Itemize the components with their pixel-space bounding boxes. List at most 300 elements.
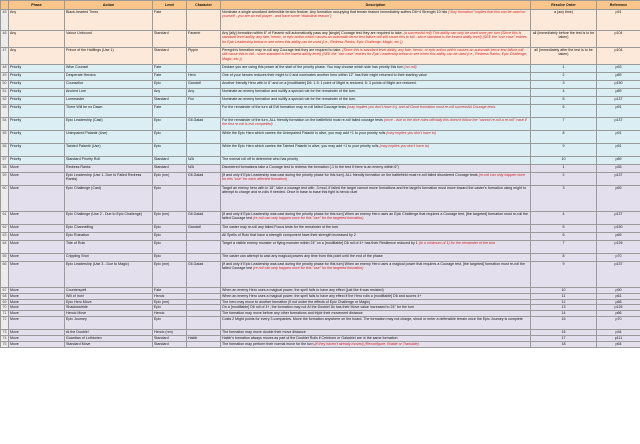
row-number[interactable]: 58 [1, 165, 9, 173]
cell-resolve-order[interactable]: 6 [531, 233, 597, 241]
cell-resolve-order[interactable]: 2 [531, 173, 597, 186]
cell-description[interactable] [221, 262, 531, 288]
cell-action[interactable]: Wise Counsel [65, 65, 153, 73]
cell-phase[interactable]: Move [9, 225, 65, 233]
table-row [1, 73, 640, 81]
description-note: (to a minimum of 1) for the remainder of the turn [418, 241, 496, 245]
description-note: (no roll) [404, 65, 417, 69]
cell-phase[interactable]: Move [9, 341, 65, 347]
table-body [1, 10, 640, 348]
cell-action[interactable]: Loremaster [65, 97, 153, 105]
cell-level[interactable]: Epic [153, 254, 187, 262]
row-number[interactable]: 49 [1, 73, 9, 81]
description-note: (a successful roll) This ability can only be used once per turn (Since this is standard level ability, any fate, heroic, or epic action which causes an automatic terror test failure will still cause this to fail - since standard is the lowest ability level) (SEE the "use case" entries for Epic Leadership below to see when this ability can be used (i.e., Redress Ranks, Epic Challenge, Magic, etc.)) [222, 31, 527, 44]
cell-reference[interactable]: p150 [597, 81, 640, 89]
cell-reference[interactable]: p35 [597, 165, 640, 173]
cell-reference[interactable]: p126 [597, 305, 640, 311]
cell-description[interactable] [221, 173, 531, 186]
table-row [1, 157, 640, 165]
description-text: The normal roll off to determine who has priority [222, 157, 299, 161]
cell-character[interactable]: Gil-Galad [187, 212, 221, 225]
description-note: (re-roll can only happen once for this "use" for the targeted formation) [253, 266, 364, 271]
header-row [1, 1, 640, 10]
description-note: (re-roll can only happen once for this "use" for each affected formation) [222, 173, 526, 182]
cell-phase[interactable]: Priority [9, 157, 65, 165]
row-number-header[interactable] [1, 1, 9, 10]
description-text: While the Epic Hero which carries the Unimpaired Palantir is alive, you may add +1 to your priority rolls [222, 131, 386, 135]
cell-level[interactable]: Standard [153, 97, 187, 105]
description-text: For the remainder of the turn, ALL friendly formation on the battlefield must re-roll failed courage tests [222, 118, 383, 122]
header-reference[interactable]: Reference [597, 1, 640, 10]
cell-phase[interactable]: Move [9, 241, 65, 254]
description-text: The formation may move double their move distance [222, 329, 306, 334]
cell-action[interactable]: Epic Ruination [65, 233, 153, 241]
cell-character[interactable] [187, 341, 221, 347]
cell-level[interactable]: Epic [153, 131, 187, 144]
cell-phase[interactable]: Priority [9, 131, 65, 144]
row-number[interactable]: 64 [1, 241, 9, 254]
table-row [1, 131, 640, 144]
description-text: When an enemy Hero uses a magical power, the spell fails to have any effect if the Hero rolls a [modifiable] D6 and scores 4+ [222, 293, 422, 298]
cell-description[interactable] [221, 233, 531, 241]
description-text: Another friendly Hero with in 6" and on a [modifiable] D6: 1-5: 1 point of Might is restored. 6: 3 points of Might are restored. [222, 81, 417, 85]
cell-resolve-order[interactable]: 8 [531, 254, 597, 262]
cell-action[interactable]: At the Double! [65, 329, 153, 335]
row-number[interactable]: 59 [1, 173, 9, 186]
cell-character[interactable]: Gil-Galad [187, 173, 221, 186]
description-note: (may implies you don't have to), and all Good formation must re-roll successful Courage tests. [347, 105, 497, 109]
cell-action[interactable]: Prince of the Halflings (Use 1) [65, 48, 153, 65]
cell-character[interactable]: Gandalf [187, 225, 221, 233]
cell-reference[interactable]: p61 [597, 293, 640, 299]
row-number[interactable]: 52 [1, 97, 9, 105]
description-note: ("Any formation" implies that this can be used on yourself - you are an evil player - and have some "diabolical reason") [222, 10, 526, 19]
table-row [1, 316, 640, 329]
cell-resolve-order[interactable]: 1 [531, 165, 597, 173]
cell-level[interactable]: Epic [153, 305, 187, 311]
cell-resolve-order[interactable]: 14 [531, 311, 597, 317]
cell-level[interactable]: Epic [153, 241, 187, 254]
cell-description[interactable] [221, 212, 531, 225]
cell-level[interactable]: Epic [153, 81, 187, 89]
header-level[interactable]: Level [153, 1, 187, 10]
cell-level[interactable]: Epic (nm) [153, 299, 187, 305]
cell-action[interactable]: Epic Channelling [65, 225, 153, 233]
cell-level[interactable]: Epic (nm) [153, 212, 187, 225]
cell-character[interactable]: Hero [187, 73, 221, 81]
cell-description[interactable] [221, 225, 531, 233]
description-text: Disordered formations take a Courage test to redress the formation (-1 to the test if there is an enemy within 6") [222, 165, 399, 169]
cell-character[interactable]: Pippin [187, 48, 221, 65]
row-number[interactable]: 55 [1, 131, 9, 144]
description-text: While the Epic Hero which carries the Tainted Palantir is alive, you may add +1 to your priority rolls [222, 144, 379, 148]
cell-action[interactable]: Desperate Heroics [65, 73, 153, 81]
cell-description[interactable] [221, 97, 531, 105]
cell-action[interactable]: Black-hearted Trees [65, 10, 153, 31]
row-number[interactable]: 75 [2, 341, 7, 346]
cell-character[interactable]: N/A [187, 165, 221, 173]
description-text: Target a visible enemy monster or flying monster within 24" on a [modifiable] D6 roll of 4+ has their Resilience reduced by 1 [222, 241, 418, 245]
row-number[interactable]: 50 [1, 81, 9, 89]
header-description[interactable]: Description [221, 1, 531, 10]
cell-resolve-order[interactable]: 16 [531, 329, 597, 335]
cell-reference[interactable]: p91 [597, 144, 640, 157]
description-note: (once - due to the dice rules officially this doesn't follow the "cannot re-roll a re-roll" case if the first re-roll is evil compelled) [222, 118, 527, 127]
cell-phase[interactable]: Any [9, 48, 65, 65]
cell-description[interactable] [221, 157, 531, 165]
cell-reference[interactable]: p89 [597, 73, 640, 81]
cell-resolve-order[interactable]: all (immediately after the test is to be taken) [531, 48, 597, 65]
table-row [1, 212, 640, 225]
description-text: [If and only if Epic Leadership was cast during the priority phase for this turn]. ALL friendly formation on the battlefield must re-roll failed disordered Courage tests [222, 173, 478, 177]
cell-character[interactable]: Gil-Galad [187, 262, 221, 288]
cell-description[interactable] [221, 118, 531, 131]
row-number[interactable]: 72 [1, 316, 9, 329]
cell-phase[interactable]: Priority [9, 118, 65, 131]
cell-reference[interactable]: p137 [597, 173, 640, 186]
cell-action[interactable]: Tainted Palantir (Use) [65, 144, 153, 157]
cell-reference[interactable]: p137 [597, 212, 640, 225]
cell-level[interactable]: Any [153, 89, 187, 97]
cell-reference[interactable]: p91 [597, 131, 640, 144]
row-number[interactable]: 61 [1, 212, 9, 225]
row-number[interactable]: 67 [2, 288, 7, 292]
cell-reference[interactable]: p137 [597, 118, 640, 131]
cell-description[interactable] [221, 105, 531, 118]
table-row [1, 144, 640, 157]
cell-phase[interactable]: Priority [9, 65, 65, 73]
cell-action[interactable]: Standard Move [65, 341, 153, 347]
cell-level[interactable]: Epic (nm) [153, 173, 187, 186]
cell-level[interactable]: Heroic [153, 293, 187, 299]
cell-reference[interactable]: p104 [597, 31, 640, 48]
cell-character[interactable]: N/A [187, 157, 221, 165]
cell-description[interactable] [221, 316, 531, 329]
row-number[interactable]: 62 [1, 225, 9, 233]
table-row [1, 97, 640, 105]
row-number[interactable]: 70 [2, 305, 7, 310]
description-text: When an enemy Hero uses a magical power, the spell fails to have any effect (just like it was resisted) [222, 288, 384, 292]
cell-level[interactable]: Epic [153, 233, 187, 241]
row-number[interactable]: 57 [1, 157, 9, 165]
cell-action[interactable]: Will of Iron! [65, 293, 153, 299]
header-phase[interactable]: Phase [9, 1, 65, 10]
cell-reference[interactable]: p150 [597, 225, 640, 233]
cell-resolve-order[interactable]: 12 [531, 299, 597, 305]
cell-reference[interactable]: p34 [597, 329, 640, 335]
description-text: Declare you are using this power at the start of the priority phase. You may choose which side has priority this turn [222, 65, 404, 69]
cell-description[interactable] [221, 254, 531, 262]
cell-resolve-order[interactable]: 9 [531, 144, 597, 157]
cell-phase[interactable]: Move [9, 254, 65, 262]
cell-description[interactable] [221, 131, 531, 144]
cell-phase[interactable]: Move [9, 305, 65, 311]
description-text: Nominate an enemy formation and nullify a special rule for the remainder of the turn. [222, 97, 357, 101]
cell-description[interactable] [221, 65, 531, 73]
cell-resolve-order[interactable]: 10 [531, 157, 597, 165]
cell-level[interactable]: Standard [153, 31, 187, 48]
description-text: The formation may perform their normal move for the turn [222, 341, 314, 346]
table-row [1, 165, 640, 173]
table-row [1, 48, 640, 65]
cell-phase[interactable]: Move [9, 293, 65, 299]
cell-description[interactable] [221, 89, 531, 97]
cell-action[interactable]: Redress Ranks [65, 165, 153, 173]
cell-phase[interactable]: Priority [9, 89, 65, 97]
cell-level[interactable]: Heroic [153, 311, 187, 317]
cell-reference[interactable]: p126 [597, 241, 640, 254]
cell-level[interactable]: Standard [153, 157, 187, 165]
cell-level[interactable]: Fate [153, 105, 187, 118]
cell-description[interactable] [221, 241, 531, 254]
cell-character[interactable]: Any [187, 89, 221, 97]
cell-resolve-order[interactable]: 11 [531, 293, 597, 299]
cell-level[interactable]: Fate [153, 10, 187, 31]
cell-character[interactable]: Faramir [187, 31, 221, 48]
cell-action[interactable]: Crippling Shot [65, 254, 153, 262]
cell-description[interactable] [221, 341, 531, 347]
cell-level[interactable]: Standard [153, 165, 187, 173]
cell-level[interactable]: Standard [153, 341, 187, 347]
cell-reference[interactable]: p90 [597, 288, 640, 294]
table-row [1, 341, 640, 347]
cell-action[interactable]: Ancient Lore [65, 89, 153, 97]
table-row [1, 186, 640, 212]
cell-character[interactable] [187, 316, 221, 329]
description-text: Target an enemy hero with in 18", take a courage test with -3 mod, if failed the target cannot move formations and the target's formation must move toward the caster's formation using might to attempt to charge and re-rolls if needed. Once in base to base this fight is heroic duel [222, 186, 527, 195]
cell-resolve-order[interactable]: 4 [531, 212, 597, 225]
cell-action[interactable]: Standard Priority Roll [65, 157, 153, 165]
table-row [1, 89, 640, 97]
cell-phase[interactable]: Priority [9, 144, 65, 157]
cell-action[interactable]: Heroic Move [65, 311, 153, 317]
cell-description[interactable] [221, 165, 531, 173]
row-number[interactable]: 71 [2, 311, 7, 316]
cell-phase[interactable]: Move [9, 262, 65, 288]
cell-character[interactable] [187, 105, 221, 118]
row-number[interactable]: 65 [1, 254, 9, 262]
description-note: (re-roll can only happen once for this "use" for the targeted formation) [253, 216, 364, 221]
cell-character[interactable] [187, 65, 221, 73]
cell-level[interactable]: Epic [153, 316, 187, 329]
cell-phase[interactable]: Move [9, 173, 65, 186]
cell-level[interactable]: Fate [153, 288, 187, 294]
row-number[interactable]: 63 [1, 233, 9, 241]
cell-level[interactable]: Standard [153, 335, 187, 341]
cell-character[interactable] [187, 254, 221, 262]
cell-reference[interactable]: p137 [597, 262, 640, 288]
cell-level[interactable]: Epic (nm) [153, 262, 187, 288]
cell-level[interactable]: Fate [153, 65, 187, 73]
cell-phase[interactable]: Move [9, 299, 65, 305]
row-number[interactable]: 47 [1, 48, 9, 65]
cell-resolve-order[interactable]: 4 [531, 89, 597, 97]
cell-resolve-order[interactable]: 17 [531, 335, 597, 341]
cell-phase[interactable]: Priority [9, 81, 65, 89]
cell-resolve-order[interactable]: a (any time) [531, 10, 597, 31]
cell-level[interactable]: Epic [153, 144, 187, 157]
cell-resolve-order[interactable]: 1 [531, 65, 597, 73]
cell-phase[interactable]: Priority [9, 105, 65, 118]
cell-character[interactable] [187, 233, 221, 241]
description-note: (may implies you don't have to) [379, 144, 430, 148]
header-character[interactable]: Character [187, 1, 221, 10]
cell-character[interactable]: Gandalf [187, 81, 221, 89]
header-resolve-order[interactable]: Resolve Order [531, 1, 597, 10]
cell-character[interactable] [187, 241, 221, 254]
cell-action[interactable]: Epic Journey [65, 316, 153, 329]
cell-resolve-order[interactable]: 5 [531, 225, 597, 233]
cell-description[interactable] [221, 31, 531, 48]
row-number[interactable]: 51 [1, 89, 9, 97]
cell-level[interactable]: Fate [153, 73, 187, 81]
row-number[interactable]: 66 [1, 262, 9, 288]
cell-character[interactable] [187, 131, 221, 144]
cell-resolve-order[interactable]: 5 [531, 97, 597, 105]
cell-reference[interactable]: p111 [597, 335, 640, 341]
table-row [1, 173, 640, 186]
cell-phase[interactable]: Priority [9, 73, 65, 81]
cell-resolve-order[interactable]: 9 [531, 262, 597, 288]
cell-resolve-order[interactable]: 13 [531, 305, 597, 311]
table-row [1, 233, 640, 241]
cell-action[interactable]: Epic Challenge (Cast) [65, 186, 153, 212]
row-number[interactable]: 45 [1, 10, 9, 31]
table-row [1, 225, 640, 233]
cell-resolve-order[interactable]: 3 [531, 186, 597, 212]
cell-phase[interactable]: Move [9, 316, 65, 329]
header-action[interactable]: Action [65, 1, 153, 10]
cell-resolve-order[interactable]: 8 [531, 131, 597, 144]
row-number[interactable]: 60 [1, 186, 9, 212]
cell-character[interactable]: Gil-Galad [187, 118, 221, 131]
row-number[interactable]: 69 [2, 299, 7, 304]
cell-character[interactable]: Floi [187, 97, 221, 105]
cell-reference[interactable]: p70 [597, 316, 640, 329]
cell-action[interactable]: Counterspell [65, 288, 153, 294]
cell-reference[interactable]: p64 [597, 341, 640, 347]
cell-reference[interactable]: p104 [597, 48, 640, 65]
cell-resolve-order[interactable]: 7 [531, 241, 597, 254]
cell-action[interactable]: Shadowstride [65, 305, 153, 311]
cell-reference[interactable]: p89 [597, 157, 640, 165]
cell-description[interactable] [221, 186, 531, 212]
cell-action[interactable]: Unimpaired Palantir (Use) [65, 131, 153, 144]
cell-character[interactable]: Haldir [187, 335, 221, 341]
description-text: The caster may re-roll any failed Focus tests for the remainder of the turn [222, 225, 339, 229]
cell-action[interactable]: Epic Leadership (Use 3 - Due to Magic) [65, 262, 153, 288]
cell-level[interactable]: Epic [153, 225, 187, 233]
cell-phase[interactable]: Move [9, 165, 65, 173]
description-text: The caster can attempt to cast any magical powers any time from this point until the end of the phase [222, 254, 383, 258]
cell-action[interactable]: Epic Hero Move [65, 299, 153, 305]
description-text: All Spells of Ruin that have a strength component have their strength increased by 2 [222, 233, 356, 237]
cell-phase[interactable]: Move [9, 288, 65, 294]
cell-action[interactable]: There Will be no Dawn [65, 105, 153, 118]
row-number[interactable]: 74 [2, 335, 7, 340]
cell-description[interactable] [221, 81, 531, 89]
description-text: Nominate a single woodland defensible terrain feature. Any formation occupying that terrain feature immediately suffers D6+4 Strength 10 hits [222, 10, 448, 14]
cell-phase[interactable]: Priority [9, 97, 65, 105]
cell-character[interactable] [187, 144, 221, 157]
cell-phase[interactable]: Move [9, 186, 65, 212]
cell-resolve-order[interactable]: 10 [531, 288, 597, 294]
table-row [1, 241, 640, 254]
cell-description[interactable] [221, 144, 531, 157]
cell-reference[interactable]: p69 [597, 186, 640, 212]
cell-resolve-order[interactable]: 18 [531, 341, 597, 347]
cell-action[interactable]: Counsellor [65, 81, 153, 89]
cell-phase[interactable]: Any [9, 10, 65, 31]
table-row [1, 118, 640, 131]
cell-reference[interactable]: p68 [597, 299, 640, 305]
cell-resolve-order[interactable]: all (immediately before the test is to be taken) [531, 31, 597, 48]
cell-phase[interactable]: Move [9, 329, 65, 335]
cell-level[interactable]: Epic [153, 118, 187, 131]
description-text: Peregrin's formation may re-roll any Courage test they are required to take. [222, 48, 342, 52]
cell-description[interactable] [221, 48, 531, 65]
cell-level[interactable]: Heroic (nm) [153, 329, 187, 335]
cell-resolve-order[interactable]: 15 [531, 316, 597, 329]
description-text: On a [modifiable] D6 roll of 4+, the formation may not At the Double! 8x has their Move value increased to 24" for the turn [222, 305, 415, 310]
row-number[interactable]: 46 [1, 31, 9, 48]
cell-action[interactable]: Epic Leadership (Cast) [65, 118, 153, 131]
cell-reference[interactable]: p137 [597, 97, 640, 105]
cell-phase[interactable]: Move [9, 311, 65, 317]
cell-action[interactable]: Valour Unbound [65, 31, 153, 48]
table-row [1, 31, 640, 48]
table-row [1, 81, 640, 89]
cell-action[interactable]: Epic Leadership (Use 1- Due to Failed Redress Ranks) [65, 173, 153, 186]
description-text: [If and only if Epic Leadership was cast during the priority phase for this turn] When an enemy Hero uses a magical power that requires a Courage test, [the targeted] formation must re-roll the failed Courage test [222, 262, 526, 271]
cell-character[interactable] [187, 10, 221, 31]
cell-reference[interactable]: p91 [597, 105, 640, 118]
cell-phase[interactable]: Move [9, 233, 65, 241]
cell-resolve-order[interactable]: 3 [531, 81, 597, 89]
cell-reference[interactable]: p91 [597, 10, 640, 31]
cell-level[interactable]: Standard [153, 48, 187, 65]
cell-resolve-order[interactable]: 7 [531, 118, 597, 131]
cell-resolve-order[interactable]: 6 [531, 105, 597, 118]
row-number[interactable]: 48 [1, 65, 9, 73]
cell-action[interactable]: Guardian of Lothlorien [65, 335, 153, 341]
row-number[interactable]: 56 [1, 144, 9, 157]
row-number[interactable]: 53 [1, 105, 9, 118]
cell-resolve-order[interactable]: 2 [531, 73, 597, 81]
row-number[interactable]: 54 [1, 118, 9, 131]
cell-phase[interactable]: Move [9, 212, 65, 225]
cell-character[interactable] [187, 186, 221, 212]
cell-reference[interactable]: p69 [597, 233, 640, 241]
cell-reference[interactable]: p93 [597, 65, 640, 73]
description-text: Haldir's formation always moves as part of the Doublet Rolls if Celeborn or Galadriel are in the same formation [222, 335, 398, 340]
cell-phase[interactable]: Move [9, 335, 65, 341]
row-number[interactable]: 73 [2, 329, 7, 334]
cell-description[interactable] [221, 10, 531, 31]
cell-action[interactable]: Epic Challenge (Use 2 - Due to Epic Challenge) [65, 212, 153, 225]
cell-level[interactable]: Epic [153, 186, 187, 212]
cell-reference[interactable]: p66 [597, 311, 640, 317]
description-note: (may implies you don't have to) [386, 131, 436, 135]
cell-reference[interactable]: p89 [597, 89, 640, 97]
description-text: Costs 2 Might points for every 3 companies. Move the formation anywhere on the board. The formation may not charge, shoot or enter a defensible terrain once the Epic Journey is complete [222, 316, 523, 321]
table-row [1, 254, 640, 262]
cell-description[interactable] [221, 73, 531, 81]
cell-reference[interactable]: p70 [597, 254, 640, 262]
cell-phase[interactable]: Any [9, 31, 65, 48]
row-number[interactable]: 68 [2, 293, 7, 298]
cell-action[interactable]: Tide of Ruin [65, 241, 153, 254]
